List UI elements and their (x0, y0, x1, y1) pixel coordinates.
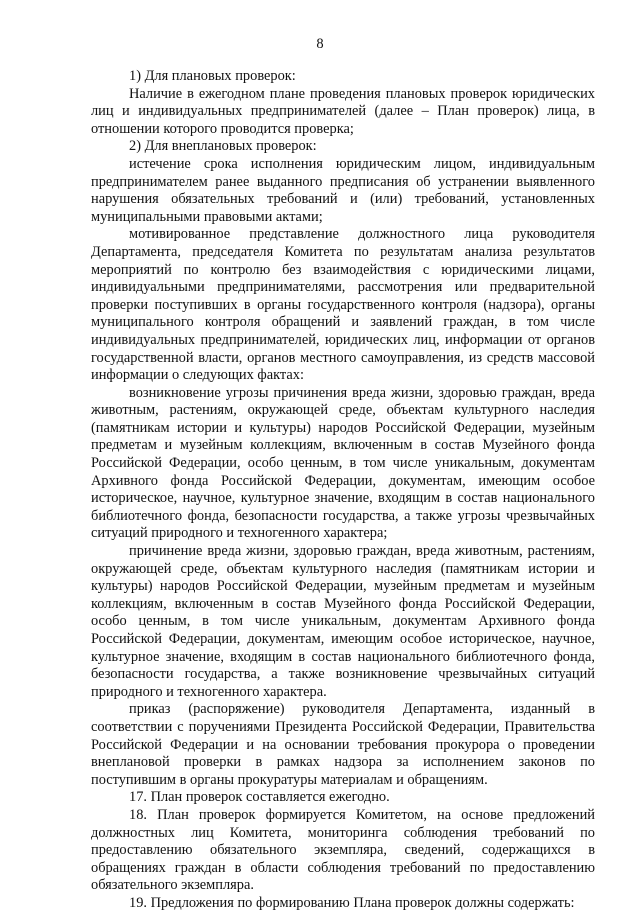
paragraph-harm-caused: причинение вреда жизни, здоровью граждан, вреда животным, растениям, окружающей среде, объектам культурного наследия (памятникам истории и культуры) народов Российской Федерации, музейным предметам и музейным коллекциям, включенным в состав Музейного фонда Российской Федерации, особо ценным, в том числе уникальным, документам Архивного фонда Российской Федерации, документам, имеющим особое историческое, научное, культурное значение, входящим в состав национального библиотечного фонда, безопасности государства, а также возникновение чрезвычайных ситуаций природного и техногенного характера. (91, 543, 595, 700)
paragraph-department-order: приказ (распоряжение) руководителя Департамента, изданный в соответствии с поручениями Президента Российской Федерации, Правительства Российской Федерации и на основании требования прокурора о проведении внеплановой проверки в рамках надзора за исполнением законов по поступившим в органы прокуратуры материалам и обращениям. (91, 701, 595, 788)
paragraph-prescription-expiry: истечение срока исполнения юридическим лицом, индивидуальным предпринимателем ранее выданного предписания об устранении выявленного нарушения обязательных требований и (или) требований, установленных муниципальными правовыми актами; (91, 155, 595, 225)
paragraph-motivated-submission: мотивированное представление должностного лица руководителя Департамента, председателя Комитета по результатам анализа результатов мероприятий по контролю без взаимодействия с юридическими лицами, индивидуальными предпринимателями, рассмотрения или предварительной проверки поступивших в органы государственного контроля (надзора), органы муниципального контроля обращений и заявлений граждан, в том числе индивидуальных предпринимателей, юридических лиц, информации от органов государственной власти, органов местного самоуправления, из средств массовой информации о следующих фактах: (91, 226, 595, 384)
paragraph-threat-of-harm: возникновение угрозы причинения вреда жизни, здоровью граждан, вреда животным, растениям, окружающей среде, объектам культурного наследия (памятникам истории и культуры) народов Российской Федерации, музейным предметам и музейным коллекциям, включенным в состав Музейного фонда Российской Федерации, особо ценным, в том числе уникальным, документам Архивного фонда Российской Федерации, документам, имеющим особое историческое, научное, культурное значение, входящим в состав национального библиотечного фонда, безопасности государства, а также угрозы чрезвычайных ситуаций природного и техногенного характера; (91, 384, 595, 542)
paragraph-17-annual-plan: 17. План проверок составляется ежегодно. (129, 789, 390, 806)
paragraph-annual-plan-inclusion: Наличие в ежегодном плане проведения плановых проверок юридических лиц и индивидуальных предпринимателей (далее – План проверок) лица, в отношении которого проводится проверка; (91, 85, 595, 137)
document-body (91, 68, 595, 913)
paragraph-unscheduled-inspections-heading: 2) Для внеплановых проверок: (129, 138, 317, 155)
paragraph-18-plan-formation: 18. План проверок формируется Комитетом, на основе предложений должностных лиц Комитета, мониторинга соблюдения требований по предоставлению обязательного экземпляра, сведений, содержащихся в обращениях граждан в области соблюдения требований по предоставлению обязательного экземпляра. (91, 806, 595, 894)
page-number: 8 (316, 36, 324, 52)
paragraph-19-proposals: 19. Предложения по формированию Плана проверок должны содержать: (129, 894, 575, 911)
paragraph-scheduled-inspections-heading: 1) Для плановых проверок: (129, 68, 296, 84)
